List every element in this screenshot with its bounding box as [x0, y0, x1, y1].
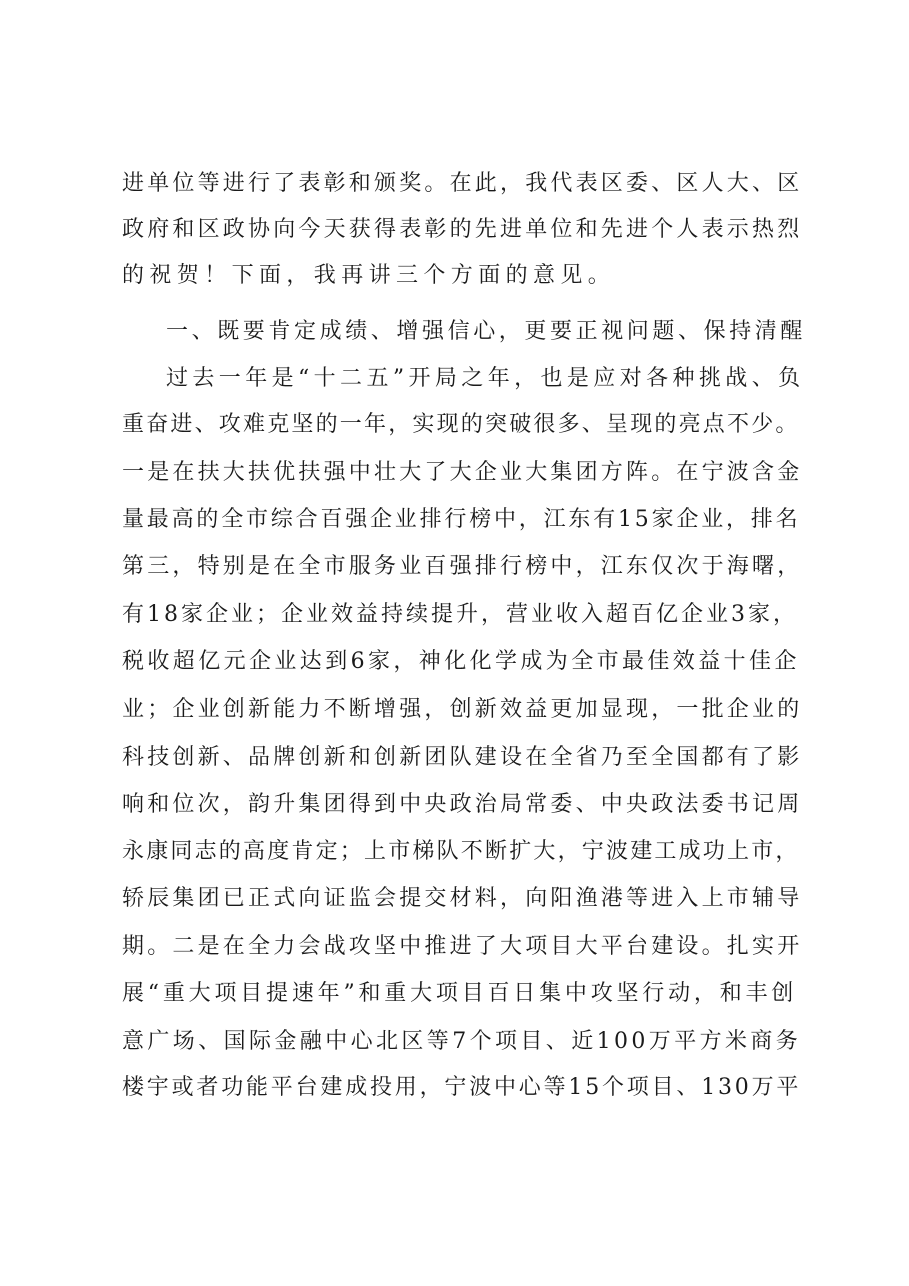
paragraph-line: 楼宇或者功能平台建成投用，宁波中心等15个项目、130万平	[122, 1075, 802, 1100]
paragraph-line: 进单位等进行了表彰和颁奖。在此，我代表区委、区人大、区	[122, 171, 803, 196]
paragraph-line: 科技创新、品牌创新和创新团队建设在全省乃至全国都有了影	[122, 745, 803, 770]
paragraph-line: 响和位次，韵升集团得到中央政治局常委、中央政法委书记周	[122, 792, 803, 817]
paragraph-line: 一是在扶大扶优扶强中壮大了大企业大集团方阵。在宁波含金	[122, 460, 803, 485]
paragraph-line: 永康同志的高度肯定；上市梯队不断扩大，宁波建工成功上市，	[122, 839, 800, 864]
paragraph-line: 量最高的全市综合百强企业排行榜中，江东有15家企业，排名	[122, 507, 801, 532]
paragraph-line: 税收超亿元企业达到6家，神化化学成为全市最佳效益十佳企	[122, 649, 800, 674]
paragraph-line: 展“重大项目提速年”和重大项目百日集中攻坚行动，和丰创	[122, 981, 798, 1006]
paragraph-line: 政府和区政协向今天获得表彰的先进单位和先进个人表示热烈	[122, 217, 803, 242]
paragraph-line: 意广场、国际金融中心北区等7个项目、近100万平方米商务	[122, 1029, 802, 1054]
section-heading: 一、既要肯定成绩、增强信心，更要正视问题、保持清醒	[166, 319, 807, 344]
paragraph-line: 业；企业创新能力不断增强，创新效益更加显现，一批企业的	[122, 697, 803, 722]
paragraph-line: 期。二是在全力会战攻坚中推进了大项目大平台建设。扎实开	[122, 934, 803, 959]
paragraph-line: 轿辰集团已正式向证监会提交材料，向阳渔港等进入上市辅导	[122, 886, 803, 911]
paragraph-line: 有18家企业；企业效益持续提升，营业收入超百亿企业3家，	[122, 602, 798, 627]
paragraph-line: 重奋进、攻难克坚的一年，实现的突破很多、呈现的亮点不少。	[122, 412, 800, 437]
paragraph-line: 过去一年是“十二五”开局之年，也是应对各种挑战、负	[166, 366, 805, 391]
paragraph-line: 第三，特别是在全市服务业百强排行榜中，江东仅次于海曙，	[122, 554, 803, 579]
paragraph-line: 的祝贺！下面，我再讲三个方面的意见。	[122, 263, 616, 288]
